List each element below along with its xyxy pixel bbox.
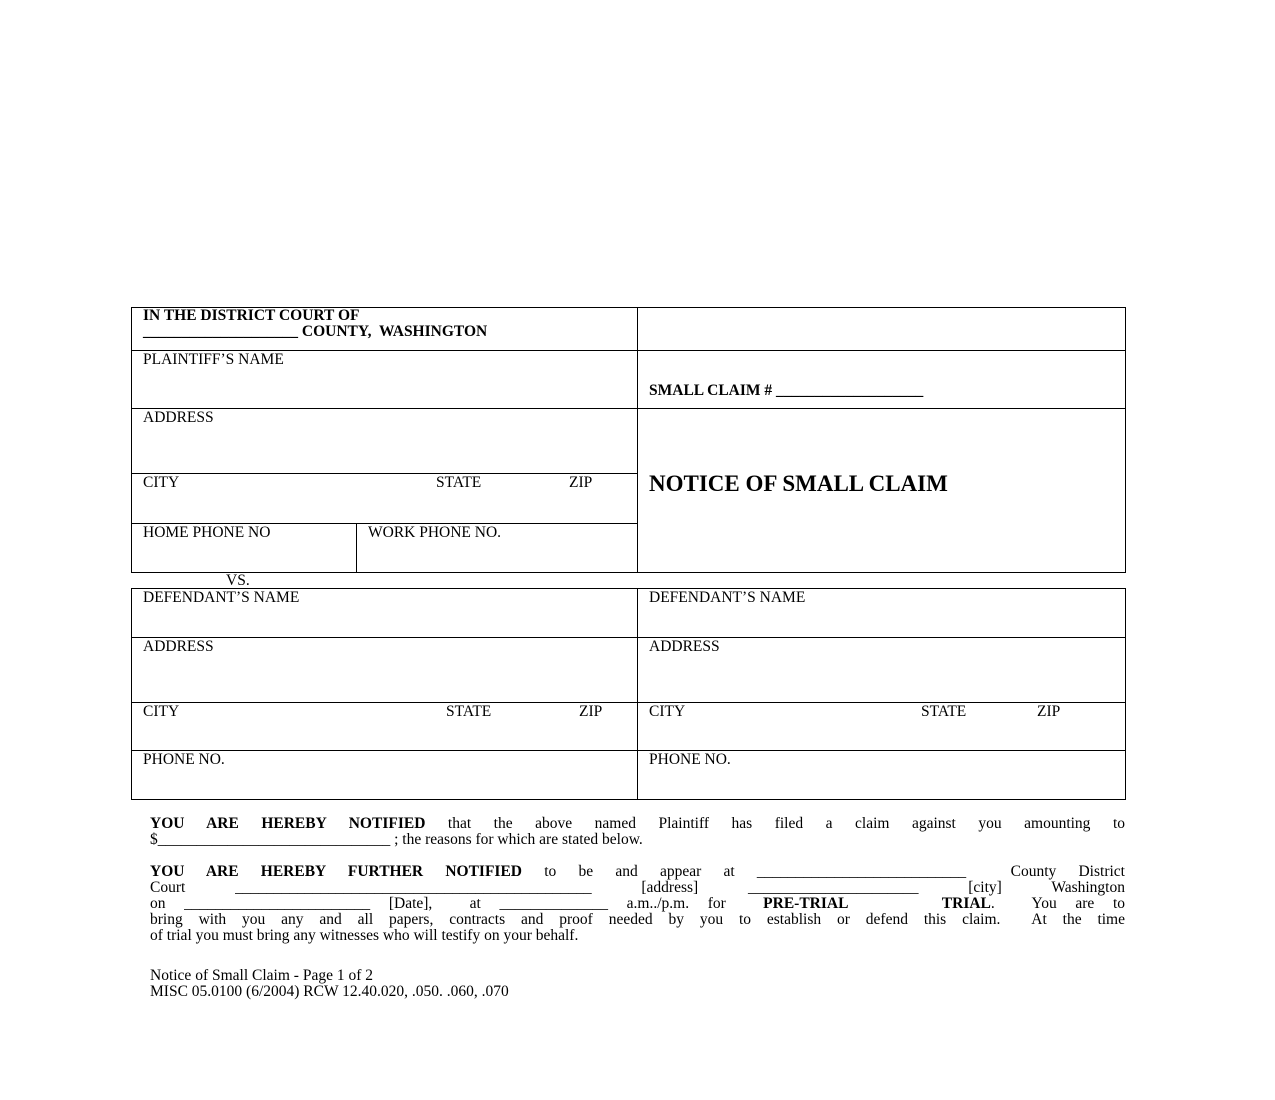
notice-paragraph-2	[150, 864, 1125, 944]
defendant-2-city-label: CITY	[649, 703, 686, 720]
defendant-2-state-label: STATE	[921, 703, 967, 720]
caption-table	[131, 307, 1126, 573]
work-phone-label: WORK PHONE NO.	[368, 524, 502, 541]
defendant-1-phone-label: PHONE NO.	[143, 751, 225, 768]
notice-2-line3-b: . You are to	[990, 895, 1126, 912]
defendant-1-address-label: ADDRESS	[143, 638, 214, 655]
notice-2-line1: to be and appear at ___________________________ County District	[522, 863, 1125, 880]
defendant-2-address-label: ADDRESS	[649, 638, 720, 655]
plaintiff-city-label: CITY	[143, 474, 180, 491]
notice-2-line4: bring with you any and all papers, contracts and proof needed by you to establish or defend this claim. At the time	[150, 911, 1125, 928]
footer-form-number: MISC 05.0100 (6/2004) RCW 12.40.020, .050. .060, .070	[150, 983, 509, 1000]
option-gap	[848, 895, 941, 912]
court-name-line1: IN THE DISTRICT COURT OF	[143, 307, 360, 324]
defendant-1-city-label: CITY	[143, 703, 180, 720]
plaintiff-zip-label: ZIP	[569, 474, 593, 491]
caption-row-divider	[131, 473, 638, 474]
defendants-row-divider	[131, 637, 1126, 638]
defendants-row-divider	[131, 750, 1126, 751]
court-name-line2: ____________________ COUNTY, WASHINGTON	[143, 323, 488, 340]
notice-2-line3-a: on ________________________ [Date], at ______________ a.m../p.m. for	[150, 895, 764, 912]
notice-2-bold-lead: YOU ARE HEREBY FURTHER NOTIFIED	[150, 863, 522, 880]
footer-page-info: Notice of Small Claim - Page 1 of 2	[150, 967, 373, 984]
notice-2-line5: of trial you must bring any witnesses who will testify on your behalf.	[150, 927, 579, 944]
defendants-center-divider	[637, 588, 638, 800]
defendant-1-name-label: DEFENDANT’S NAME	[143, 589, 300, 606]
caption-row-divider	[131, 408, 1126, 409]
defendant-1-state-label: STATE	[446, 703, 492, 720]
phone-divider	[356, 523, 357, 573]
notice-1-line1: that the above named Plaintiff has filed a claim against you amounting to	[425, 815, 1126, 832]
defendants-row-divider	[131, 702, 1126, 703]
trial-option: TRIAL	[941, 895, 991, 912]
defendants-table	[131, 588, 1126, 800]
caption-center-divider	[637, 307, 638, 573]
small-claim-number-label: SMALL CLAIM # ___________________	[649, 382, 924, 399]
versus-label: VS.	[226, 572, 250, 589]
plaintiff-state-label: STATE	[436, 474, 482, 491]
notice-2-line2: Court ______________________________________________ [address] ______________________ [city] Washington	[150, 879, 1125, 896]
defendant-1-zip-label: ZIP	[579, 703, 603, 720]
document-title: NOTICE OF SMALL CLAIM	[649, 471, 948, 496]
plaintiff-name-label: PLAINTIFF’S NAME	[143, 351, 284, 368]
defendant-2-phone-label: PHONE NO.	[649, 751, 731, 768]
notice-paragraph-1	[150, 816, 1125, 848]
notice-1-bold-lead: YOU ARE HEREBY NOTIFIED	[150, 815, 426, 832]
plaintiff-address-label: ADDRESS	[143, 409, 214, 426]
defendant-2-name-label: DEFENDANT’S NAME	[649, 589, 806, 606]
defendant-2-zip-label: ZIP	[1037, 703, 1061, 720]
home-phone-label: HOME PHONE NO	[143, 524, 271, 541]
pre-trial-option: PRE-TRIAL	[763, 895, 849, 912]
notice-1-line2: $______________________________ ; the reasons for which are stated below.	[150, 831, 643, 848]
